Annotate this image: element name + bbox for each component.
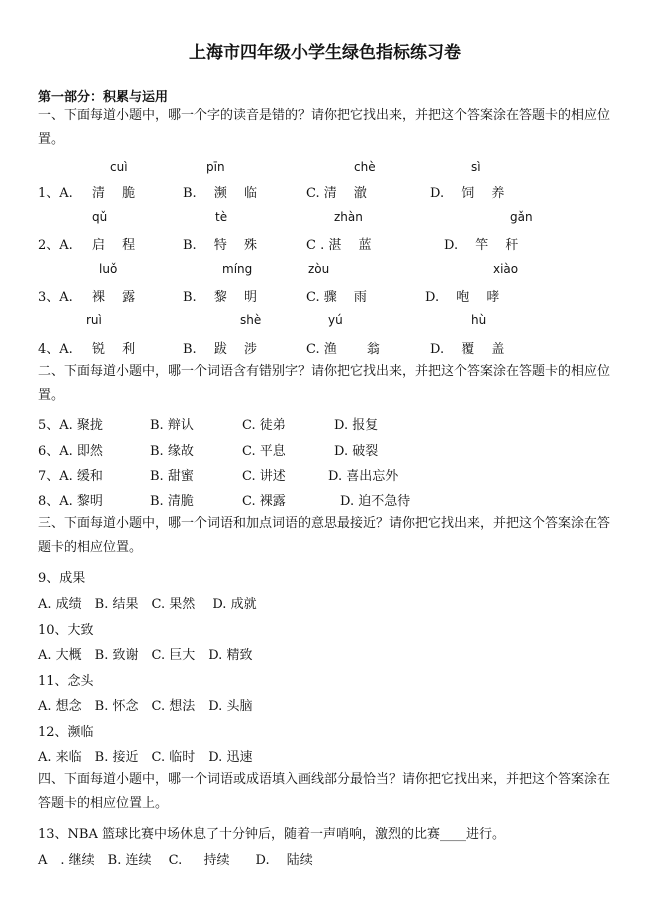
part4-instruction: 四、下面每道小题中，哪一个词语或成语填入画线部分最恰当？请你把它找出来，并把这个答案涂在答题卡的相应位置上。 — [38, 772, 611, 811]
question-stem: 12、濒临 — [38, 725, 94, 740]
option-c: C . 湛 蓝 — [306, 238, 372, 253]
option-c: C. 平息 — [242, 444, 286, 459]
pinyin: chè — [354, 160, 376, 174]
pinyin: tè — [215, 210, 228, 224]
option-d: D. 破裂 — [334, 444, 379, 459]
question-option: 7、A. 缓和 — [38, 469, 103, 484]
question-stem: 10、大致 — [38, 623, 94, 638]
option-c: C. 裸露 — [242, 494, 286, 509]
question-option: 5、A. 聚拢 — [38, 418, 103, 433]
option-b: B. 辩认 — [150, 418, 194, 433]
option-d: D. 竿 秆 — [444, 238, 519, 253]
option-c: C. 讲述 — [242, 469, 286, 484]
question-option: 8、A. 黎明 — [38, 494, 103, 509]
option-c: C. 骤 雨 — [306, 290, 367, 305]
question-stem: 9、成果 — [38, 571, 86, 586]
pinyin: zhàn — [334, 210, 363, 224]
question-options: A. 想念 B. 怀念 C. 想法 D. 头脑 — [38, 699, 253, 714]
option-d: D. 咆 哮 — [425, 290, 500, 305]
question-number: 2、A. — [38, 238, 73, 253]
question-option: 6、A. 即然 — [38, 444, 103, 459]
option-a: 裸 露 — [92, 290, 136, 305]
option-a: 启 程 — [92, 238, 136, 253]
pinyin: qǔ — [92, 210, 108, 224]
option-c: C. 徒弟 — [242, 418, 286, 433]
pinyin: sì — [471, 160, 481, 174]
pinyin: cuì — [110, 160, 128, 174]
option-d: D. 喜出忘外 — [328, 469, 399, 484]
question-number: 3、A. — [38, 290, 73, 305]
question-options: A. 成绩 B. 结果 C. 果然 D. 成就 — [38, 597, 257, 612]
pinyin: hù — [471, 313, 487, 327]
option-c: C. 渔 翁 — [306, 342, 380, 357]
option-b: B. 甜蜜 — [150, 469, 194, 484]
option-d: D. 饲 养 — [430, 186, 505, 201]
part2-instruction: 二、下面每道小题中，哪一个词语含有错别字？请你把它找出来，并把这个答案涂在答题卡的相应位置。 — [38, 364, 611, 403]
question-number: 1、A. — [38, 186, 73, 201]
option-d: D. 覆 盖 — [430, 342, 505, 357]
option-b: B. 缘故 — [150, 444, 194, 459]
question-options: A. 大概 B. 致谢 C. 巨大 D. 精致 — [38, 648, 253, 663]
pinyin: xiào — [493, 262, 519, 276]
option-b: B. 清脆 — [150, 494, 194, 509]
option-b: B. 特 殊 — [183, 238, 257, 253]
part3-instruction: 三、下面每道小题中，哪一个词语和加点词语的意思最接近？请你把它找出来，并把这个答案涂在答题卡的相应位置。 — [38, 516, 611, 555]
part1-instruction: 一、下面每道小题中，哪一个字的读音是错的？请你把它找出来，并把这个答案涂在答题卡的相应位置。 — [38, 108, 611, 147]
option-b: B. 濒 临 — [183, 186, 257, 201]
pinyin: pīn — [206, 160, 225, 174]
pinyin: ruì — [86, 313, 102, 327]
question-options: A . 继续 B. 连续 C. 持续 D. 陆续 — [38, 853, 313, 868]
option-a: 清 脆 — [92, 186, 136, 201]
page-title: 上海市四年级小学生绿色指标练习卷 — [189, 43, 461, 63]
option-d: D. 迫不急待 — [340, 494, 411, 509]
pinyin: shè — [240, 313, 262, 327]
pinyin: yú — [328, 313, 343, 327]
option-d: D. 报复 — [334, 418, 379, 433]
question-stem: 11、念头 — [38, 674, 94, 689]
section-heading: 第一部分：积累与运用 — [38, 90, 169, 105]
option-c: C. 清 澈 — [306, 186, 367, 201]
question-options: A. 来临 B. 接近 C. 临时 D. 迅速 — [38, 750, 253, 765]
question-stem: 13、NBA 篮球比赛中场休息了十分钟后，随着一声哨响，激烈的比赛____进行。 — [38, 827, 505, 842]
option-b: B. 黎 明 — [183, 290, 257, 305]
option-b: B. 跋 涉 — [183, 342, 257, 357]
pinyin: luǒ — [99, 262, 118, 276]
option-a: 锐 利 — [92, 342, 136, 357]
question-number: 4、A. — [38, 342, 73, 357]
pinyin: míng — [222, 262, 253, 276]
pinyin: gǎn — [510, 210, 533, 224]
pinyin: zòu — [308, 262, 330, 276]
